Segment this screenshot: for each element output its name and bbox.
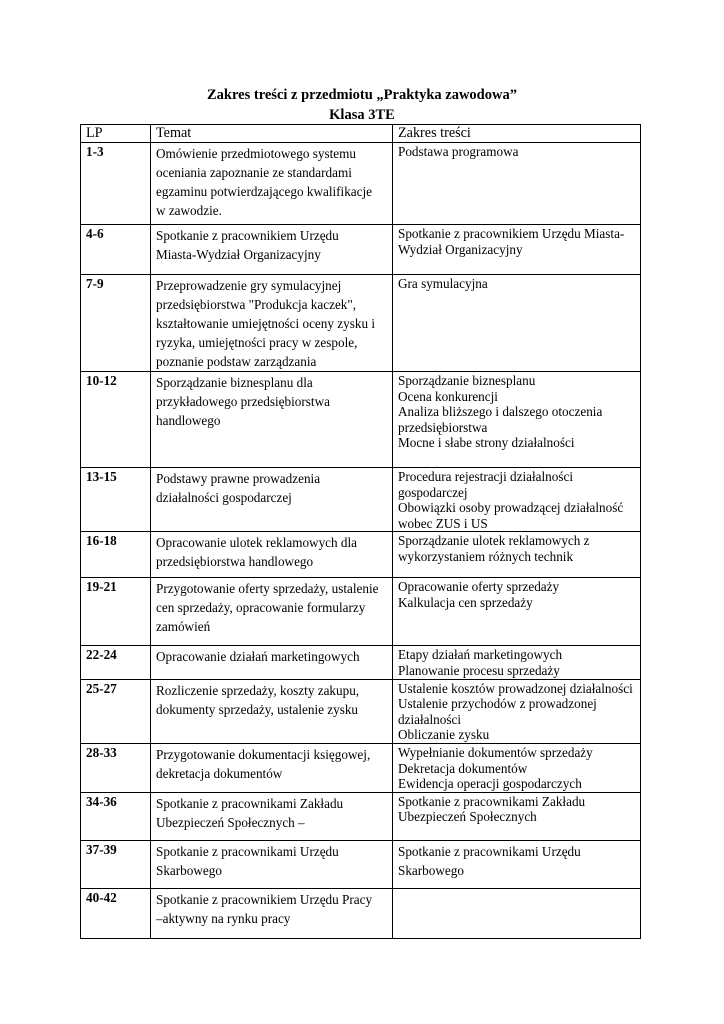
zakres-line: Ewidencja operacji gospodarczych bbox=[398, 776, 582, 792]
temat-line: Opracowanie działań marketingowych bbox=[156, 649, 360, 665]
document-subtitle: Klasa 3TE bbox=[329, 107, 395, 123]
row-zakres bbox=[393, 468, 641, 532]
temat-line: Spotkanie z pracownikami Zakładu bbox=[156, 795, 344, 811]
zakres-line: Ustalenie przychodów z prowadzonej bbox=[398, 696, 597, 712]
zakres-line: Dekretacja dokumentów bbox=[398, 760, 528, 776]
zakres-line: Procedura rejestracji działalności bbox=[398, 469, 574, 484]
row-lp: 16-18 bbox=[81, 532, 151, 578]
zakres-line: Podstawa programowa bbox=[398, 144, 519, 159]
header-lp: LP bbox=[81, 125, 151, 143]
table-row bbox=[81, 468, 641, 532]
zakres-line: wobec ZUS i US bbox=[398, 515, 488, 531]
temat-line: przedsiębiorstwa handlowego bbox=[156, 554, 314, 570]
curriculum-table bbox=[80, 124, 641, 939]
temat-line: Omówienie przedmiotowego systemu bbox=[156, 146, 356, 161]
zakres-line: Gra symulacyjna bbox=[398, 276, 488, 291]
temat-line: Podstawy prawne prowadzenia bbox=[156, 471, 321, 486]
row-temat bbox=[151, 743, 393, 792]
zakres-line: Skarbowego bbox=[398, 862, 464, 878]
row-lp: 13-15 bbox=[81, 468, 151, 532]
temat-line: Spotkanie z pracownikiem Urzędu bbox=[156, 228, 339, 243]
row-temat bbox=[151, 578, 393, 646]
table-row bbox=[81, 646, 641, 679]
row-lp: 1-3 bbox=[81, 143, 151, 225]
zakres-line: Opracowanie oferty sprzedaży bbox=[398, 579, 560, 595]
table-row bbox=[81, 532, 641, 578]
row-temat bbox=[151, 888, 393, 938]
row-temat bbox=[151, 646, 393, 679]
row-temat bbox=[151, 275, 393, 372]
zakres-line: Analiza bliższego i dalszego otoczenia bbox=[398, 404, 603, 420]
temat-line: dekretacja dokumentów bbox=[156, 765, 283, 781]
zakres-line: Spotkanie z pracownikami Urzędu bbox=[398, 843, 581, 859]
zakres-line: Ustalenie kosztów prowadzonej działalności bbox=[398, 680, 633, 696]
zakres-line: Mocne i słabe strony działalności bbox=[398, 435, 575, 451]
row-zakres bbox=[393, 840, 641, 888]
row-lp: 19-21 bbox=[81, 578, 151, 646]
row-lp: 7-9 bbox=[81, 275, 151, 372]
zakres-line: Etapy działań marketingowych bbox=[398, 647, 563, 663]
temat-line: Przygotowanie dokumentacji księgowej, bbox=[156, 746, 371, 762]
table-header-row bbox=[81, 125, 641, 143]
table-row bbox=[81, 888, 641, 938]
temat-line: oceniania zapoznanie ze standardami bbox=[156, 165, 352, 180]
row-temat bbox=[151, 468, 393, 532]
row-zakres bbox=[393, 532, 641, 578]
table-row bbox=[81, 143, 641, 225]
temat-line: Sporządzanie biznesplanu dla bbox=[156, 375, 313, 390]
table-row bbox=[81, 578, 641, 646]
table-row bbox=[81, 743, 641, 792]
temat-line: Ubezpieczeń Społecznych – bbox=[156, 814, 305, 830]
temat-line: Skarbowego bbox=[156, 862, 222, 878]
row-lp: 22-24 bbox=[81, 646, 151, 679]
row-zakres bbox=[393, 679, 641, 743]
temat-line: poznanie podstaw zarządzania bbox=[156, 354, 317, 369]
row-temat bbox=[151, 372, 393, 468]
temat-line: Przygotowanie oferty sprzedaży, ustalenie bbox=[156, 581, 379, 597]
zakres-line: Kalkulacja cen sprzedaży bbox=[398, 594, 533, 610]
row-temat bbox=[151, 840, 393, 888]
temat-line: Opracowanie ulotek reklamowych dla bbox=[156, 535, 358, 551]
temat-line: Spotkanie z pracownikiem Urzędu Pracy bbox=[156, 891, 373, 907]
row-zakres bbox=[393, 225, 641, 275]
row-temat bbox=[151, 792, 393, 840]
header-temat: Temat bbox=[151, 125, 393, 143]
zakres-line: Wydział Organizacyjny bbox=[398, 241, 523, 257]
temat-line: egzaminu potwierdzającego kwalifikacje bbox=[156, 184, 373, 199]
header-zakres: Zakres treści bbox=[393, 125, 641, 143]
table-row bbox=[81, 840, 641, 888]
temat-line: przykładowego przedsiębiorstwa bbox=[156, 394, 330, 409]
table-row bbox=[81, 275, 641, 372]
zakres-line: Ocena konkurencji bbox=[398, 388, 498, 404]
row-temat bbox=[151, 679, 393, 743]
temat-line: cen sprzedaży, opracowanie formularzy bbox=[156, 600, 366, 616]
zakres-line: gospodarczej bbox=[398, 484, 468, 500]
temat-line: zamówień bbox=[156, 619, 211, 635]
zakres-line: przedsiębiorstwa bbox=[398, 419, 488, 435]
zakres-line: Obliczanie zysku bbox=[398, 727, 490, 743]
zakres-line: Sporządzanie biznesplanu bbox=[398, 373, 536, 388]
temat-line: handlowego bbox=[156, 413, 221, 428]
row-temat bbox=[151, 143, 393, 225]
temat-line: ryzyka, umiejętności pracy w zespole, bbox=[156, 335, 358, 350]
row-zakres bbox=[393, 275, 641, 372]
zakres-line: Wypełnianie dokumentów sprzedaży bbox=[398, 744, 593, 760]
row-temat bbox=[151, 532, 393, 578]
temat-line: dokumenty sprzedaży, ustalenie zysku bbox=[156, 701, 359, 717]
zakres-line: Spotkanie z pracownikami Zakładu bbox=[398, 793, 586, 809]
zakres-line: działalności bbox=[398, 711, 461, 727]
zakres-line: Planowanie procesu sprzedaży bbox=[398, 662, 560, 678]
row-lp: 10-12 bbox=[81, 372, 151, 468]
temat-line: przedsiębiorstwa "Produkcja kaczek", bbox=[156, 297, 357, 312]
row-lp: 28-33 bbox=[81, 743, 151, 792]
row-lp: 37-39 bbox=[81, 840, 151, 888]
temat-line: kształtowanie umiejętności oceny zysku i bbox=[156, 316, 375, 331]
row-zakres bbox=[393, 646, 641, 679]
table-row bbox=[81, 225, 641, 275]
row-lp: 40-42 bbox=[81, 888, 151, 938]
zakres-line: Ubezpieczeń Społecznych bbox=[398, 809, 537, 825]
row-lp: 4-6 bbox=[81, 225, 151, 275]
row-lp: 34-36 bbox=[81, 792, 151, 840]
row-zakres bbox=[393, 743, 641, 792]
table-row bbox=[81, 679, 641, 743]
table-row bbox=[81, 372, 641, 468]
zakres-line: Sporządzanie ulotek reklamowych z bbox=[398, 533, 590, 549]
row-zakres bbox=[393, 888, 641, 938]
temat-line: działalności gospodarczej bbox=[156, 490, 292, 505]
row-zakres bbox=[393, 372, 641, 468]
temat-line: Spotkanie z pracownikami Urzędu bbox=[156, 843, 339, 859]
row-zakres bbox=[393, 792, 641, 840]
zakres-line: Obowiązki osoby prowadzącej działalność bbox=[398, 500, 624, 516]
row-temat bbox=[151, 225, 393, 275]
zakres-line: Spotkanie z pracownikiem Urzędu Miasta- bbox=[398, 226, 625, 241]
temat-line: w zawodzie. bbox=[156, 203, 222, 218]
row-zakres bbox=[393, 578, 641, 646]
temat-line: Przeprowadzenie gry symulacyjnej bbox=[156, 278, 342, 293]
row-lp: 25-27 bbox=[81, 679, 151, 743]
document-title: Zakres treści z przedmiotu „Praktyka zawodowa” bbox=[207, 87, 517, 103]
zakres-line: wykorzystaniem różnych technik bbox=[398, 548, 574, 564]
temat-line: Rozliczenie sprzedaży, koszty zakupu, bbox=[156, 682, 360, 698]
temat-line: –aktywny na rynku pracy bbox=[156, 910, 291, 926]
table-row bbox=[81, 792, 641, 840]
row-zakres bbox=[393, 143, 641, 225]
temat-line: Miasta-Wydział Organizacyjny bbox=[156, 247, 321, 262]
